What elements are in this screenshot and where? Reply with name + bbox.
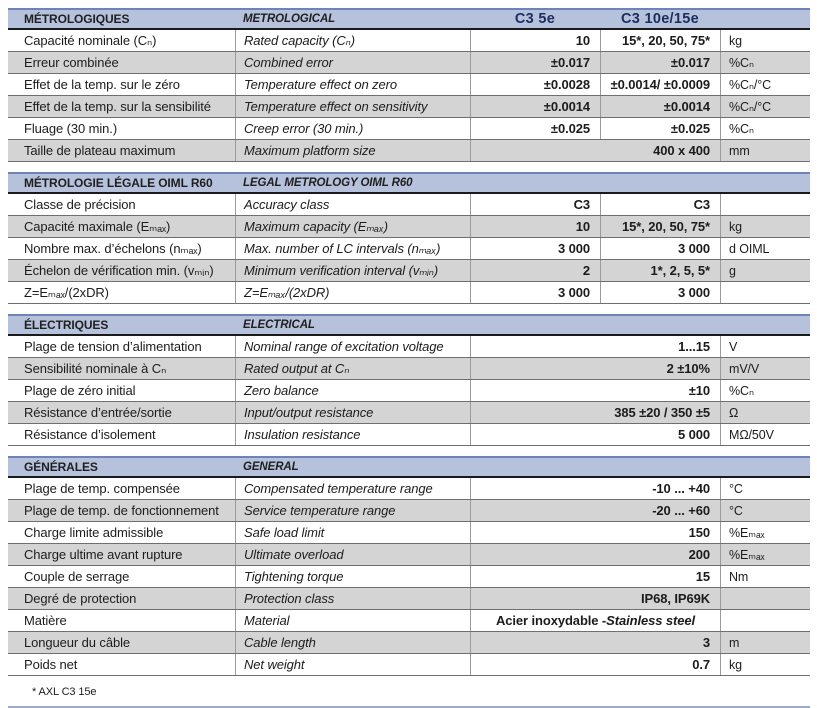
unit: °C bbox=[720, 478, 810, 499]
unit: Nm bbox=[720, 566, 810, 587]
unit: %Eₘₐₓ bbox=[720, 544, 810, 565]
label-en: Tightening torque bbox=[235, 566, 470, 587]
label-en: Rated output at Cₙ bbox=[235, 358, 470, 379]
unit: %Cₙ/°C bbox=[720, 96, 810, 117]
label-en: Material bbox=[235, 610, 470, 631]
table-row bbox=[8, 336, 810, 358]
unit: kg bbox=[720, 30, 810, 51]
section-header-electrical bbox=[8, 314, 810, 336]
section-title-fr: ÉLECTRIQUES bbox=[24, 318, 109, 332]
table-row bbox=[8, 632, 810, 654]
label-fr: Effet de la temp. sur la sensibilité bbox=[24, 99, 211, 114]
section-metrological bbox=[8, 8, 810, 162]
label-fr: Z=Eₘₐₓ/(2xDR) bbox=[24, 284, 109, 300]
table-row bbox=[8, 654, 810, 676]
label-fr: Couple de serrage bbox=[24, 569, 130, 584]
table-row bbox=[8, 500, 810, 522]
specification-table bbox=[8, 8, 810, 698]
label-fr: Résistance d’entrée/sortie bbox=[24, 405, 172, 420]
table-row bbox=[8, 588, 810, 610]
table-row bbox=[8, 478, 810, 500]
value-c3-10e-15e: ±0.017 bbox=[600, 52, 720, 73]
label-fr: Charge limite admissible bbox=[24, 525, 164, 540]
table-row bbox=[8, 118, 810, 140]
unit: %Cₙ bbox=[720, 380, 810, 401]
label-en: Net weight bbox=[235, 654, 470, 675]
label-fr: Plage de tension d’alimentation bbox=[24, 339, 202, 354]
value-c3-5e: 3 000 bbox=[470, 238, 600, 259]
label-fr: Matière bbox=[24, 613, 67, 628]
label-fr: Plage de temp. compensée bbox=[24, 481, 180, 496]
table-row bbox=[8, 282, 810, 304]
label-en: Temperature effect on zero bbox=[235, 74, 470, 95]
value-merged: 400 x 400 bbox=[470, 140, 720, 161]
label-en: Cable length bbox=[235, 632, 470, 653]
table-row bbox=[8, 380, 810, 402]
table-row bbox=[8, 260, 810, 282]
label-en: Maximum platform size bbox=[235, 140, 470, 161]
label-en: Minimum verification interval (vₘᵢₙ) bbox=[235, 260, 470, 281]
label-fr: Nombre max. d’échelons (nₘₐₓ) bbox=[24, 240, 202, 256]
table-row bbox=[8, 544, 810, 566]
label-fr: Effet de la temp. sur le zéro bbox=[24, 77, 180, 92]
label-fr: Plage de zéro initial bbox=[24, 383, 136, 398]
table-row bbox=[8, 194, 810, 216]
section-title-en: ELECTRICAL bbox=[243, 319, 315, 331]
unit: g bbox=[720, 260, 810, 281]
unit: mV/V bbox=[720, 358, 810, 379]
value-c3-10e-15e: C3 bbox=[600, 194, 720, 215]
label-en: Protection class bbox=[235, 588, 470, 609]
value-c3-5e: 3 000 bbox=[470, 282, 600, 303]
section-title-en: GENERAL bbox=[243, 461, 299, 473]
unit: mm bbox=[720, 140, 810, 161]
value-merged: -10 ... +40 bbox=[470, 478, 720, 499]
unit: d OIML bbox=[720, 238, 810, 259]
table-row bbox=[8, 522, 810, 544]
section-legal-metrology bbox=[8, 172, 810, 304]
section-header-general bbox=[8, 456, 810, 478]
unit bbox=[720, 610, 810, 631]
label-en: Nominal range of excitation voltage bbox=[235, 336, 470, 357]
value-c3-10e-15e: ±0.0014/ ±0.0009 bbox=[600, 74, 720, 95]
table-row bbox=[8, 358, 810, 380]
table-row bbox=[8, 52, 810, 74]
table-row bbox=[8, 96, 810, 118]
value-c3-10e-15e: ±0.025 bbox=[600, 118, 720, 139]
label-fr: Résistance d’isolement bbox=[24, 427, 156, 442]
unit: °C bbox=[720, 500, 810, 521]
table-row bbox=[8, 140, 810, 162]
unit: %Cₙ bbox=[720, 52, 810, 73]
label-en: Maximum capacity (Eₘₐₓ) bbox=[235, 216, 470, 237]
unit bbox=[720, 282, 810, 303]
label-en: Input/output resistance bbox=[235, 402, 470, 423]
value-c3-10e-15e: 15*, 20, 50, 75* bbox=[600, 216, 720, 237]
label-en: Safe load limit bbox=[235, 522, 470, 543]
value-merged: 15 bbox=[470, 566, 720, 587]
unit: %Cₙ bbox=[720, 118, 810, 139]
section-title-en: LEGAL METROLOGY OIML R60 bbox=[243, 177, 413, 189]
unit: V bbox=[720, 336, 810, 357]
value-material bbox=[470, 610, 720, 631]
label-fr: Erreur combinée bbox=[24, 55, 119, 70]
value-merged: 3 bbox=[470, 632, 720, 653]
value-c3-5e: ±0.0014 bbox=[470, 96, 600, 117]
label-en: Rated capacity (Cₙ) bbox=[235, 30, 470, 51]
label-fr: Taille de plateau maximum bbox=[24, 143, 176, 158]
section-title-en: METROLOGICAL bbox=[243, 13, 336, 25]
section-title-fr: MÉTROLOGIQUES bbox=[24, 12, 130, 26]
value-merged: ±10 bbox=[470, 380, 720, 401]
label-en: Creep error (30 min.) bbox=[235, 118, 470, 139]
value-c3-5e: C3 bbox=[470, 194, 600, 215]
label-fr: Degré de protection bbox=[24, 591, 137, 606]
label-en: Combined error bbox=[235, 52, 470, 73]
value-c3-5e: ±0.025 bbox=[470, 118, 600, 139]
value-c3-5e: 10 bbox=[470, 30, 600, 51]
label-fr: Sensibilité nominale à Cₙ bbox=[24, 360, 167, 376]
label-fr: Classe de précision bbox=[24, 197, 136, 212]
value-merged: -20 ... +60 bbox=[470, 500, 720, 521]
unit: m bbox=[720, 632, 810, 653]
value-merged: 0.7 bbox=[470, 654, 720, 675]
label-fr: Charge ultime avant rupture bbox=[24, 547, 183, 562]
value-merged: 200 bbox=[470, 544, 720, 565]
label-en: Temperature effect on sensitivity bbox=[235, 96, 470, 117]
table-row bbox=[8, 74, 810, 96]
value-c3-10e-15e: ±0.0014 bbox=[600, 96, 720, 117]
value-material-fr: Acier inoxydable - bbox=[495, 613, 607, 628]
section-header-legal-metrology bbox=[8, 172, 810, 194]
unit bbox=[720, 194, 810, 215]
unit bbox=[720, 588, 810, 609]
value-c3-10e-15e: 3 000 bbox=[600, 282, 720, 303]
value-merged: 2 ±10% bbox=[470, 358, 720, 379]
table-row bbox=[8, 216, 810, 238]
value-merged: 5 000 bbox=[470, 424, 720, 445]
table-row bbox=[8, 30, 810, 52]
label-fr: Poids net bbox=[24, 657, 78, 672]
label-en: Max. number of LC intervals (nₘₐₓ) bbox=[235, 238, 470, 259]
label-fr: Capacité nominale (Cₙ) bbox=[24, 32, 157, 48]
value-merged: 150 bbox=[470, 522, 720, 543]
column-header-c3-5e: C3 5e bbox=[514, 11, 556, 27]
label-en: Compensated temperature range bbox=[235, 478, 470, 499]
label-fr: Capacité maximale (Eₘₐₓ) bbox=[24, 218, 171, 234]
value-c3-5e: 10 bbox=[470, 216, 600, 237]
value-c3-10e-15e: 15*, 20, 50, 75* bbox=[600, 30, 720, 51]
column-header-c3-10e-15e: C3 10e/15e bbox=[621, 11, 699, 27]
value-merged: IP68, IP69K bbox=[470, 588, 720, 609]
unit: kg bbox=[720, 216, 810, 237]
label-en: Service temperature range bbox=[235, 500, 470, 521]
table-row-material bbox=[8, 610, 810, 632]
label-fr: Fluage (30 min.) bbox=[24, 121, 118, 136]
unit: Ω bbox=[720, 402, 810, 423]
value-merged: 385 ±20 / 350 ±5 bbox=[470, 402, 720, 423]
unit: %Cₙ/°C bbox=[720, 74, 810, 95]
label-en: Z=Eₘₐₓ/(2xDR) bbox=[235, 282, 470, 303]
label-en: Insulation resistance bbox=[235, 424, 470, 445]
footnote: * AXL C3 15e bbox=[32, 686, 97, 698]
section-title-fr: GÉNÉRALES bbox=[24, 460, 98, 474]
label-en: Ultimate overload bbox=[235, 544, 470, 565]
unit: %Eₘₐₓ bbox=[720, 522, 810, 543]
label-fr: Plage de temp. de fonctionnement bbox=[24, 503, 219, 518]
section-title-fr: MÉTROLOGIE LÉGALE OIML R60 bbox=[24, 176, 213, 190]
value-material-en: Stainless steel bbox=[606, 613, 695, 628]
table-row bbox=[8, 424, 810, 446]
value-c3-5e: ±0.0028 bbox=[470, 74, 600, 95]
label-fr: Échelon de vérification min. (vₘᵢₙ) bbox=[24, 262, 214, 278]
value-c3-10e-15e: 3 000 bbox=[600, 238, 720, 259]
section-electrical bbox=[8, 314, 810, 446]
table-row bbox=[8, 402, 810, 424]
value-merged: 1...15 bbox=[470, 336, 720, 357]
section-general bbox=[8, 456, 810, 676]
value-c3-10e-15e: 1*, 2, 5, 5* bbox=[600, 260, 720, 281]
section-header-metrological bbox=[8, 8, 810, 30]
unit: MΩ/50V bbox=[720, 424, 810, 445]
table-row bbox=[8, 238, 810, 260]
unit: kg bbox=[720, 654, 810, 675]
value-c3-5e: 2 bbox=[470, 260, 600, 281]
table-row bbox=[8, 566, 810, 588]
label-en: Zero balance bbox=[235, 380, 470, 401]
value-c3-5e: ±0.017 bbox=[470, 52, 600, 73]
label-fr: Longueur du câble bbox=[24, 635, 131, 650]
label-en: Accuracy class bbox=[235, 194, 470, 215]
